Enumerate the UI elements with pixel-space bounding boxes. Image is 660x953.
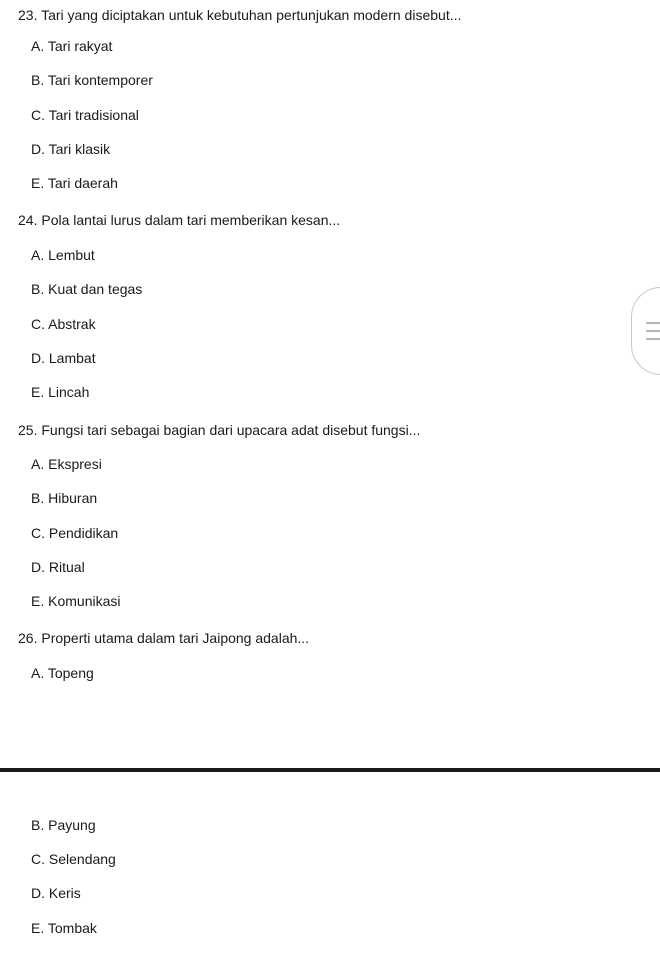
option-25-d: D. Ritual	[31, 559, 85, 575]
option-23-c: C. Tari tradisional	[31, 107, 139, 123]
option-26-b: B. Payung	[31, 817, 96, 833]
question-23: 23. Tari yang diciptakan untuk kebutuhan pertunjukan modern disebut...	[18, 7, 462, 23]
side-panel-handle[interactable]	[631, 287, 660, 375]
option-25-e: E. Komunikasi	[31, 593, 121, 609]
option-24-c: C. Abstrak	[31, 316, 96, 332]
option-24-b: B. Kuat dan tegas	[31, 281, 143, 297]
option-26-e: E. Tombak	[31, 920, 97, 936]
question-25: 25. Fungsi tari sebagai bagian dari upacara adat disebut fungsi...	[18, 422, 421, 438]
option-25-a: A. Ekspresi	[31, 456, 102, 472]
option-23-e: E. Tari daerah	[31, 175, 118, 191]
option-26-d: D. Keris	[31, 885, 81, 901]
option-23-d: D. Tari klasik	[31, 141, 111, 157]
question-24: 24. Pola lantai lurus dalam tari memberikan kesan...	[18, 212, 341, 228]
option-24-e: E. Lincah	[31, 384, 90, 400]
option-23-a: A. Tari rakyat	[31, 38, 113, 54]
option-24-a: A. Lembut	[31, 247, 95, 263]
question-26: 26. Properti utama dalam tari Jaipong adalah...	[18, 630, 310, 646]
option-25-b: B. Hiburan	[31, 490, 98, 506]
page-divider	[0, 768, 660, 772]
option-26-a: A. Topeng	[31, 665, 94, 681]
option-25-c: C. Pendidikan	[31, 525, 119, 541]
option-23-b: B. Tari kontemporer	[31, 72, 153, 88]
option-26-c: C. Selendang	[31, 851, 116, 867]
option-24-d: D. Lambat	[31, 350, 96, 366]
